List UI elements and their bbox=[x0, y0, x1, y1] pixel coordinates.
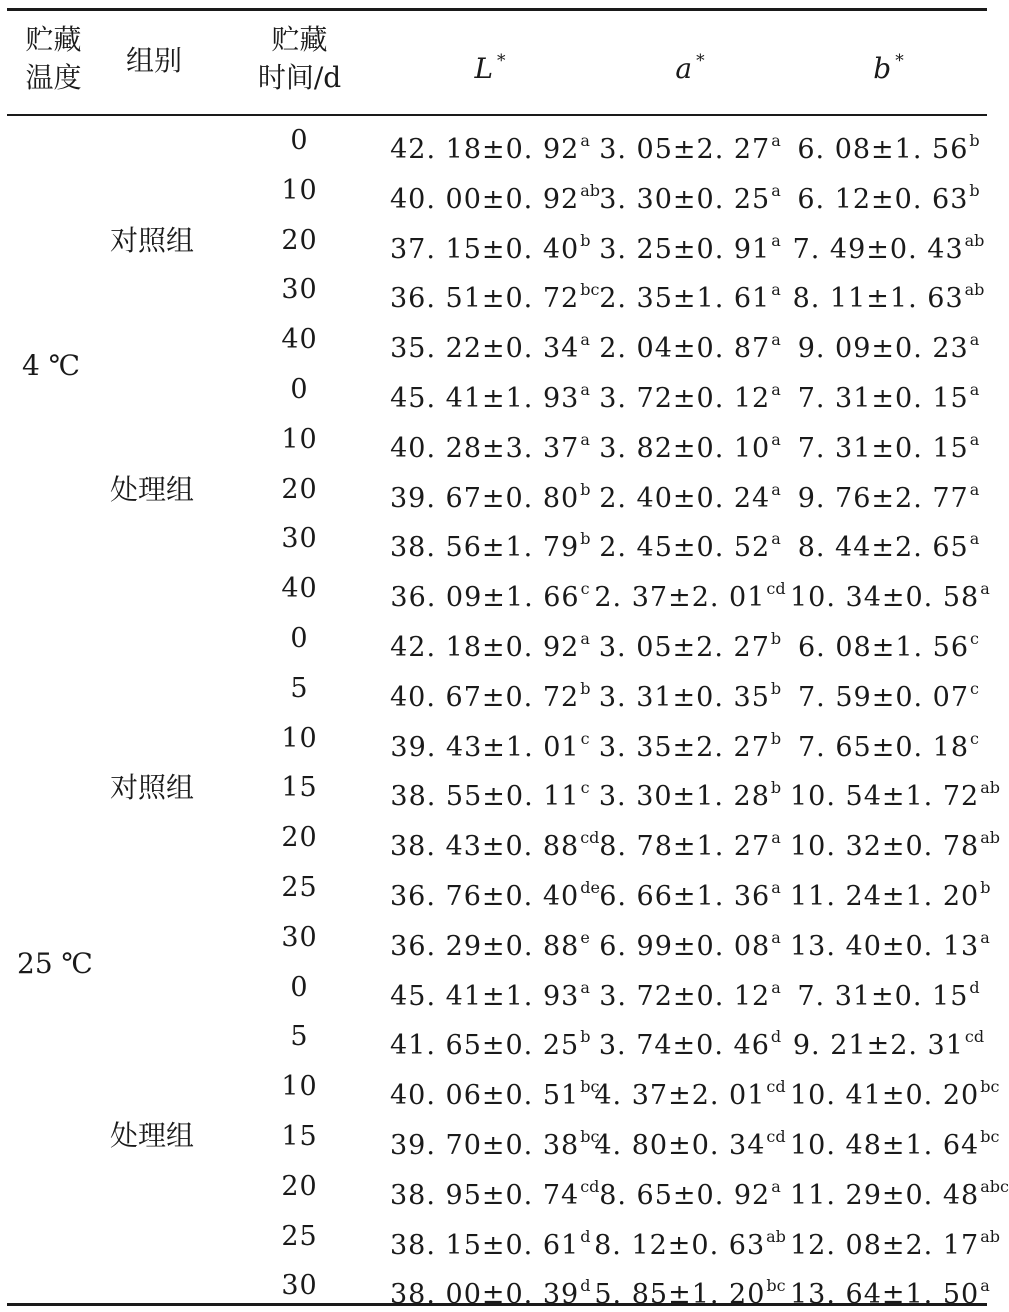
storage-time-cell bbox=[237, 275, 362, 305]
L-value-cell-value: 41. 65±0. 25 bbox=[390, 1030, 580, 1061]
a-value-cell-significance-letter: b bbox=[770, 729, 782, 748]
L-value-cell-significance-letter: de bbox=[580, 878, 600, 897]
L-value-cell-value: 39. 43±1. 01 bbox=[390, 732, 580, 763]
group-control-25c: 对照组 bbox=[110, 771, 195, 804]
temperature-4c: 4 ℃ bbox=[22, 349, 81, 382]
a-value-cell-value: 3. 72±0. 12 bbox=[599, 383, 771, 414]
a-value-cell-value: 4. 80±0. 34 bbox=[594, 1130, 766, 1161]
header-L-letter: L bbox=[474, 52, 494, 85]
a-value-cell bbox=[590, 475, 790, 514]
b-value-cell-significance-letter: abc bbox=[980, 1177, 1009, 1196]
storage-time-cell bbox=[237, 176, 362, 206]
header-storage-temperature-line2: 温度 bbox=[25, 61, 82, 94]
a-value-cell-value: 6. 66±1. 36 bbox=[599, 881, 771, 912]
a-value-cell bbox=[590, 973, 790, 1012]
b-value-cell-significance-letter: b bbox=[969, 131, 980, 150]
b-value-cell-value: 6. 12±0. 63 bbox=[797, 184, 969, 215]
b-value-cell bbox=[790, 1122, 1000, 1161]
a-value-cell bbox=[590, 425, 790, 464]
b-value-cell bbox=[790, 425, 987, 464]
b-value-cell-significance-letter: a bbox=[969, 330, 980, 349]
L-value-cell bbox=[390, 126, 590, 165]
a-value-cell bbox=[590, 624, 790, 663]
storage-time-cell bbox=[237, 524, 362, 554]
a-value-cell-significance-letter: cd bbox=[766, 1127, 786, 1146]
b-value-cell-value: 11. 24±1. 20 bbox=[790, 881, 980, 912]
a-value-cell-significance-letter: cd bbox=[766, 1077, 786, 1096]
storage-time-cell-value: 10 bbox=[281, 424, 318, 455]
b-value-cell-value: 8. 44±2. 65 bbox=[797, 532, 969, 563]
L-value-cell-value: 37. 15±0. 40 bbox=[390, 234, 580, 265]
b-value-cell-significance-letter: c bbox=[970, 679, 979, 698]
L-value-cell-significance-letter: b bbox=[580, 529, 591, 548]
b-value-cell-value: 13. 64±1. 50 bbox=[790, 1279, 980, 1310]
a-value-cell-value: 3. 31±0. 35 bbox=[598, 682, 770, 713]
group-control-4c: 对照组 bbox=[110, 224, 195, 257]
L-value-cell-significance-letter: a bbox=[580, 131, 590, 150]
storage-time-cell bbox=[237, 126, 362, 156]
b-value-cell-significance-letter: cd bbox=[964, 1027, 985, 1046]
b-value-cell-value: 13. 40±0. 13 bbox=[790, 931, 980, 962]
a-value-cell-value: 3. 82±0. 10 bbox=[599, 433, 771, 464]
a-value-cell bbox=[590, 923, 790, 962]
b-value-cell bbox=[790, 325, 987, 364]
L-value-cell bbox=[390, 425, 590, 464]
L-value-cell-significance-letter: cd bbox=[580, 1177, 600, 1196]
storage-time-cell bbox=[237, 923, 362, 953]
storage-time-cell bbox=[237, 773, 362, 803]
b-value-cell-significance-letter: bc bbox=[980, 1127, 1000, 1146]
storage-time-cell bbox=[237, 1271, 362, 1301]
header-yellowness-b bbox=[790, 46, 987, 84]
b-value-cell-significance-letter: ab bbox=[964, 231, 985, 250]
a-value-cell bbox=[590, 574, 790, 613]
storage-time-cell bbox=[237, 375, 362, 405]
storage-time-cell-value: 5 bbox=[290, 1021, 309, 1052]
a-value-cell-value: 2. 37±2. 01 bbox=[594, 582, 766, 613]
storage-time-cell-value: 10 bbox=[281, 1071, 318, 1102]
a-value-cell bbox=[590, 823, 790, 862]
a-value-cell-value: 2. 45±0. 52 bbox=[599, 532, 771, 563]
a-value-cell-value: 3. 30±0. 25 bbox=[599, 184, 771, 215]
a-value-cell bbox=[590, 226, 790, 265]
b-value-cell-value: 8. 11±1. 63 bbox=[792, 283, 964, 314]
a-value-cell bbox=[590, 1022, 790, 1061]
L-value-cell-value: 38. 56±1. 79 bbox=[390, 532, 580, 563]
b-value-cell-value: 7. 31±0. 15 bbox=[797, 981, 969, 1012]
storage-time-cell bbox=[237, 574, 362, 604]
L-value-cell bbox=[390, 226, 590, 265]
b-value-cell-significance-letter: ab bbox=[964, 280, 985, 299]
a-value-cell-significance-letter: cd bbox=[766, 579, 786, 598]
b-value-cell bbox=[790, 126, 987, 165]
a-value-cell bbox=[590, 176, 790, 215]
L-value-cell bbox=[390, 325, 590, 364]
b-value-cell-significance-letter: a bbox=[969, 529, 980, 548]
a-value-cell-significance-letter: a bbox=[771, 231, 781, 250]
a-value-cell-significance-letter: d bbox=[770, 1027, 782, 1046]
b-value-cell bbox=[790, 475, 987, 514]
storage-time-cell-value: 0 bbox=[290, 972, 309, 1003]
b-value-cell-significance-letter: a bbox=[969, 480, 980, 499]
storage-time-cell-value: 0 bbox=[290, 623, 309, 654]
header-storage-temperature-line1: 贮藏 bbox=[25, 23, 82, 56]
storage-time-cell-value: 0 bbox=[290, 374, 309, 405]
b-value-cell-value: 6. 08±1. 56 bbox=[798, 632, 970, 663]
b-value-cell-significance-letter: b bbox=[969, 181, 980, 200]
header-b-star: * bbox=[895, 51, 904, 71]
storage-time-cell-value: 30 bbox=[281, 523, 318, 554]
storage-time-cell bbox=[237, 1222, 362, 1252]
L-value-cell bbox=[390, 176, 600, 215]
b-value-cell-significance-letter: a bbox=[969, 380, 980, 399]
a-value-cell bbox=[590, 773, 790, 812]
b-value-cell bbox=[790, 275, 987, 314]
b-value-cell-significance-letter: a bbox=[980, 928, 990, 947]
b-value-cell bbox=[790, 1022, 987, 1061]
L-value-cell-value: 40. 06±0. 51 bbox=[390, 1080, 580, 1111]
L-value-cell-significance-letter: cd bbox=[580, 828, 600, 847]
b-value-cell-value: 10. 48±1. 64 bbox=[790, 1130, 980, 1161]
b-value-cell-value: 7. 65±0. 18 bbox=[798, 732, 970, 763]
a-value-cell-significance-letter: a bbox=[771, 1177, 781, 1196]
header-group: 组别 bbox=[125, 44, 182, 77]
a-value-cell-significance-letter: b bbox=[770, 679, 782, 698]
b-value-cell-significance-letter: a bbox=[980, 579, 990, 598]
L-value-cell-value: 45. 41±1. 93 bbox=[390, 383, 580, 414]
a-value-cell-value: 8. 12±0. 63 bbox=[594, 1230, 766, 1261]
b-value-cell bbox=[790, 176, 987, 215]
b-value-cell-value: 9. 21±2. 31 bbox=[792, 1030, 964, 1061]
b-value-cell bbox=[790, 624, 987, 663]
storage-time-cell-value: 20 bbox=[281, 822, 318, 853]
L-value-cell-significance-letter: d bbox=[580, 1227, 591, 1246]
b-value-cell-significance-letter: c bbox=[970, 729, 979, 748]
L-value-cell-significance-letter: c bbox=[580, 729, 590, 748]
storage-time-cell bbox=[237, 973, 362, 1003]
L-value-cell-significance-letter: bc bbox=[580, 1127, 600, 1146]
L-value-cell-significance-letter: a bbox=[580, 978, 590, 997]
L-value-cell bbox=[390, 1172, 600, 1211]
header-a-star: * bbox=[696, 51, 705, 71]
b-value-cell bbox=[790, 823, 1000, 862]
header-storage-time-line2: 时间/d bbox=[257, 61, 342, 94]
storage-time-cell-value: 20 bbox=[281, 474, 318, 505]
storage-time-cell bbox=[237, 873, 362, 903]
b-value-cell-significance-letter: c bbox=[970, 629, 979, 648]
L-value-cell-significance-letter: b bbox=[580, 679, 591, 698]
L-value-cell-significance-letter: b bbox=[580, 480, 591, 499]
a-value-cell-significance-letter: a bbox=[771, 380, 781, 399]
L-value-cell-significance-letter: a bbox=[580, 430, 590, 449]
L-value-cell-value: 36. 51±0. 72 bbox=[390, 283, 580, 314]
b-value-cell-significance-letter: a bbox=[969, 430, 980, 449]
L-value-cell bbox=[390, 1271, 590, 1310]
b-value-cell-value: 10. 41±0. 20 bbox=[790, 1080, 980, 1111]
a-value-cell-value: 4. 37±2. 01 bbox=[594, 1080, 766, 1111]
storage-time-cell-value: 20 bbox=[281, 1171, 318, 1202]
L-value-cell-significance-letter: a bbox=[580, 330, 590, 349]
storage-time-cell-value: 40 bbox=[281, 324, 318, 355]
L-value-cell-value: 38. 43±0. 88 bbox=[390, 831, 580, 862]
L-value-cell-significance-letter: b bbox=[580, 231, 591, 250]
L-value-cell-significance-letter: bc bbox=[580, 280, 600, 299]
b-value-cell-value: 9. 76±2. 77 bbox=[797, 483, 969, 514]
L-value-cell bbox=[390, 773, 590, 812]
a-value-cell-significance-letter: a bbox=[771, 330, 781, 349]
a-value-cell-value: 8. 65±0. 92 bbox=[599, 1180, 771, 1211]
a-value-cell-significance-letter: ab bbox=[766, 1227, 786, 1246]
L-value-cell bbox=[390, 275, 600, 314]
b-value-cell-significance-letter: ab bbox=[980, 828, 1000, 847]
b-value-cell bbox=[790, 724, 987, 763]
a-value-cell-value: 3. 72±0. 12 bbox=[599, 981, 771, 1012]
a-value-cell bbox=[590, 1172, 790, 1211]
L-value-cell bbox=[390, 823, 600, 862]
a-value-cell-significance-letter: a bbox=[771, 430, 781, 449]
storage-time-cell-value: 15 bbox=[281, 1121, 318, 1152]
storage-time-cell-value: 5 bbox=[290, 673, 309, 704]
b-value-cell bbox=[790, 873, 991, 912]
L-value-cell-significance-letter: c bbox=[580, 579, 590, 598]
a-value-cell-significance-letter: a bbox=[771, 828, 781, 847]
a-value-cell-value: 2. 35±1. 61 bbox=[599, 283, 771, 314]
b-value-cell-value: 9. 09±0. 23 bbox=[797, 333, 969, 364]
L-value-cell-significance-letter: bc bbox=[580, 1077, 600, 1096]
a-value-cell-significance-letter: a bbox=[771, 978, 781, 997]
b-value-cell bbox=[790, 574, 990, 613]
storage-time-cell-value: 10 bbox=[281, 723, 318, 754]
storage-time-cell-value: 30 bbox=[281, 922, 318, 953]
storage-time-cell bbox=[237, 823, 362, 853]
storage-time-cell-value: 40 bbox=[281, 573, 318, 604]
storage-time-cell-value: 15 bbox=[281, 772, 318, 803]
L-value-cell-significance-letter: d bbox=[580, 1276, 591, 1295]
storage-time-cell-value: 25 bbox=[281, 1221, 318, 1252]
a-value-cell-value: 3. 35±2. 27 bbox=[598, 732, 770, 763]
group-treated-25c: 处理组 bbox=[110, 1119, 195, 1152]
L-value-cell bbox=[390, 524, 590, 563]
a-value-cell bbox=[590, 1122, 790, 1161]
b-value-cell-significance-letter: b bbox=[980, 878, 991, 897]
a-value-cell-significance-letter: a bbox=[771, 529, 781, 548]
a-value-cell bbox=[590, 1072, 790, 1111]
a-value-cell bbox=[590, 674, 790, 713]
a-value-cell-value: 5. 85±1. 20 bbox=[594, 1279, 766, 1310]
b-value-cell-significance-letter: d bbox=[969, 978, 980, 997]
a-value-cell-value: 2. 40±0. 24 bbox=[599, 483, 771, 514]
a-value-cell-value: 3. 30±1. 28 bbox=[598, 781, 770, 812]
a-value-cell bbox=[590, 325, 790, 364]
L-value-cell-significance-letter: a bbox=[580, 629, 590, 648]
a-value-cell-value: 3. 05±2. 27 bbox=[599, 134, 771, 165]
table-top-rule bbox=[7, 8, 987, 11]
b-value-cell-significance-letter: ab bbox=[980, 778, 1000, 797]
b-value-cell-value: 10. 34±0. 58 bbox=[790, 582, 980, 613]
b-value-cell bbox=[790, 973, 987, 1012]
b-value-cell bbox=[790, 773, 1000, 812]
a-value-cell bbox=[590, 375, 790, 414]
L-value-cell bbox=[390, 674, 590, 713]
b-value-cell-value: 11. 29±0. 48 bbox=[790, 1180, 980, 1211]
a-value-cell-value: 6. 99±0. 08 bbox=[599, 931, 771, 962]
a-value-cell bbox=[590, 873, 790, 912]
a-value-cell-value: 2. 04±0. 87 bbox=[599, 333, 771, 364]
b-value-cell bbox=[790, 1222, 1000, 1261]
L-value-cell-value: 39. 67±0. 80 bbox=[390, 483, 580, 514]
L-value-cell-value: 36. 09±1. 66 bbox=[390, 582, 580, 613]
a-value-cell bbox=[590, 1222, 790, 1261]
b-value-cell bbox=[790, 674, 987, 713]
storage-time-cell bbox=[237, 1072, 362, 1102]
b-value-cell-value: 7. 59±0. 07 bbox=[798, 682, 970, 713]
b-value-cell-value: 10. 32±0. 78 bbox=[790, 831, 980, 862]
L-value-cell bbox=[390, 724, 590, 763]
b-value-cell-value: 7. 31±0. 15 bbox=[797, 433, 969, 464]
L-value-cell-significance-letter: ab bbox=[580, 181, 600, 200]
header-storage-temperature bbox=[11, 21, 96, 97]
L-value-cell-value: 38. 15±0. 61 bbox=[390, 1230, 580, 1261]
a-value-cell-value: 3. 05±2. 27 bbox=[598, 632, 770, 663]
header-b-letter: b bbox=[873, 52, 892, 85]
a-value-cell-significance-letter: a bbox=[771, 480, 781, 499]
storage-time-cell bbox=[237, 1172, 362, 1202]
L-value-cell-significance-letter: e bbox=[580, 928, 590, 947]
L-value-cell bbox=[390, 475, 590, 514]
storage-time-cell-value: 30 bbox=[281, 274, 318, 305]
storage-time-cell bbox=[237, 226, 362, 256]
L-value-cell bbox=[390, 574, 590, 613]
a-value-cell bbox=[590, 1271, 790, 1310]
a-value-cell-significance-letter: a bbox=[771, 181, 781, 200]
a-value-cell bbox=[590, 524, 790, 563]
a-value-cell-significance-letter: b bbox=[770, 778, 782, 797]
a-value-cell-value: 3. 25±0. 91 bbox=[599, 234, 771, 265]
color-data-table bbox=[7, 0, 1009, 1312]
header-lightness-L bbox=[390, 46, 590, 84]
L-value-cell-value: 35. 22±0. 34 bbox=[390, 333, 580, 364]
L-value-cell bbox=[390, 1222, 590, 1261]
storage-time-cell bbox=[237, 425, 362, 455]
L-value-cell-significance-letter: b bbox=[580, 1027, 591, 1046]
b-value-cell-significance-letter: a bbox=[980, 1276, 990, 1295]
a-value-cell-value: 3. 74±0. 46 bbox=[598, 1030, 770, 1061]
b-value-cell-value: 7. 31±0. 15 bbox=[797, 383, 969, 414]
L-value-cell-value: 36. 29±0. 88 bbox=[390, 931, 580, 962]
table-header-rule bbox=[7, 114, 987, 116]
storage-time-cell bbox=[237, 325, 362, 355]
temperature-25c: 25 ℃ bbox=[17, 947, 93, 980]
L-value-cell-value: 40. 28±3. 37 bbox=[390, 433, 580, 464]
a-value-cell-significance-letter: a bbox=[771, 928, 781, 947]
L-value-cell-value: 36. 76±0. 40 bbox=[390, 881, 580, 912]
a-value-cell bbox=[590, 275, 790, 314]
b-value-cell-value: 12. 08±2. 17 bbox=[790, 1230, 980, 1261]
L-value-cell-value: 40. 67±0. 72 bbox=[390, 682, 580, 713]
storage-time-cell bbox=[237, 1122, 362, 1152]
a-value-cell-significance-letter: b bbox=[770, 629, 782, 648]
L-value-cell-value: 38. 55±0. 11 bbox=[390, 781, 580, 812]
storage-time-cell bbox=[237, 475, 362, 505]
b-value-cell bbox=[790, 923, 990, 962]
b-value-cell bbox=[790, 375, 987, 414]
a-value-cell-significance-letter: a bbox=[771, 280, 781, 299]
L-value-cell bbox=[390, 375, 590, 414]
storage-time-cell bbox=[237, 1022, 362, 1052]
storage-time-cell bbox=[237, 674, 362, 704]
header-L-star: * bbox=[497, 51, 506, 71]
a-value-cell-value: 8. 78±1. 27 bbox=[599, 831, 771, 862]
L-value-cell bbox=[390, 873, 600, 912]
header-storage-time bbox=[237, 21, 362, 97]
b-value-cell-significance-letter: bc bbox=[980, 1077, 1000, 1096]
a-value-cell-significance-letter: a bbox=[771, 131, 781, 150]
storage-time-cell-value: 0 bbox=[290, 125, 309, 156]
storage-time-cell-value: 10 bbox=[281, 175, 318, 206]
a-value-cell bbox=[590, 724, 790, 763]
b-value-cell bbox=[790, 1271, 990, 1310]
L-value-cell-value: 42. 18±0. 92 bbox=[390, 632, 580, 663]
storage-time-cell bbox=[237, 624, 362, 654]
storage-time-cell-value: 20 bbox=[281, 225, 318, 256]
L-value-cell bbox=[390, 624, 590, 663]
group-treated-4c: 处理组 bbox=[110, 473, 195, 506]
a-value-cell-significance-letter: a bbox=[771, 878, 781, 897]
b-value-cell bbox=[790, 1072, 1000, 1111]
b-value-cell bbox=[790, 226, 987, 265]
storage-time-cell bbox=[237, 724, 362, 754]
L-value-cell-value: 39. 70±0. 38 bbox=[390, 1130, 580, 1161]
storage-time-cell-value: 30 bbox=[281, 1270, 318, 1301]
header-storage-time-line1: 贮藏 bbox=[271, 23, 328, 56]
L-value-cell-value: 42. 18±0. 92 bbox=[390, 134, 580, 165]
b-value-cell-value: 10. 54±1. 72 bbox=[790, 781, 980, 812]
L-value-cell-value: 38. 00±0. 39 bbox=[390, 1279, 580, 1310]
L-value-cell-significance-letter: c bbox=[580, 778, 590, 797]
a-value-cell bbox=[590, 126, 790, 165]
L-value-cell bbox=[390, 1022, 590, 1061]
L-value-cell bbox=[390, 1072, 600, 1111]
L-value-cell-value: 38. 95±0. 74 bbox=[390, 1180, 580, 1211]
b-value-cell-value: 6. 08±1. 56 bbox=[797, 134, 969, 165]
b-value-cell bbox=[790, 524, 987, 563]
a-value-cell-significance-letter: bc bbox=[766, 1276, 786, 1295]
L-value-cell-value: 40. 00±0. 92 bbox=[390, 184, 580, 215]
L-value-cell bbox=[390, 923, 590, 962]
L-value-cell bbox=[390, 973, 590, 1012]
L-value-cell bbox=[390, 1122, 600, 1161]
b-value-cell-value: 7. 49±0. 43 bbox=[792, 234, 964, 265]
storage-time-cell-value: 25 bbox=[281, 872, 318, 903]
header-a-letter: a bbox=[675, 52, 693, 85]
header-redness-a bbox=[590, 46, 790, 84]
b-value-cell bbox=[790, 1172, 1009, 1211]
b-value-cell-significance-letter: ab bbox=[980, 1227, 1000, 1246]
L-value-cell-significance-letter: a bbox=[580, 380, 590, 399]
L-value-cell-value: 45. 41±1. 93 bbox=[390, 981, 580, 1012]
